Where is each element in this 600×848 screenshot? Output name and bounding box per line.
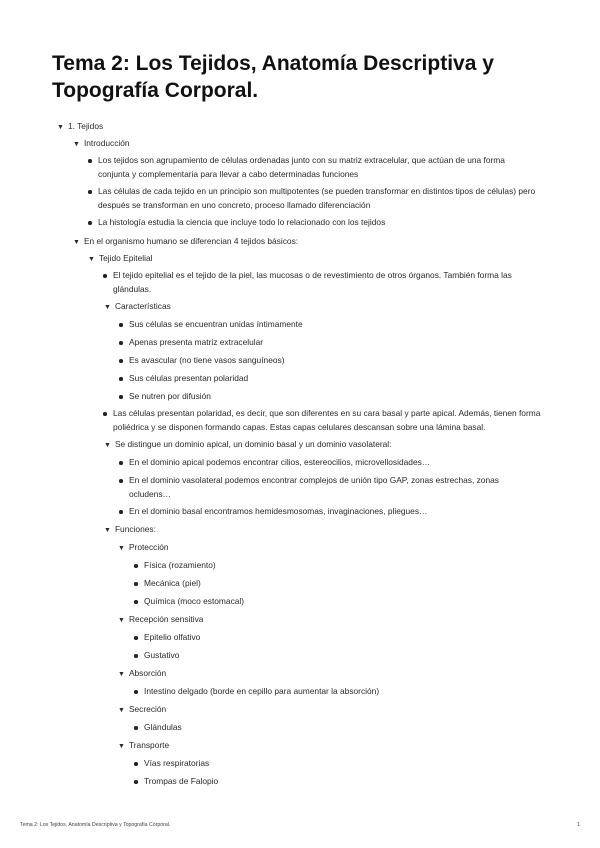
toggle-tejidos[interactable]: ▼ 1. Tejidos xyxy=(57,120,103,135)
list-item: En el dominio apical podemos encontrar cilios, estereocilios, microvellosidades… xyxy=(118,456,430,470)
toggle-proteccion[interactable]: ▼ Protección xyxy=(118,541,169,556)
toggle-absorcion[interactable]: ▼ Absorción xyxy=(118,667,166,682)
list-item: Apenas presenta matriz extracelular xyxy=(118,336,263,350)
page-number: 1 xyxy=(577,822,580,828)
list-item: Glándulas xyxy=(133,721,182,735)
page-footer xyxy=(20,822,580,828)
list-item: Los tejidos son agrupamiento de células ordenadas junto con su matriz extracelular, que actúan de una forma conjunta y complementaria para llevar a cabo determinadas funciones xyxy=(87,154,538,181)
list-item: En el dominio vasolateral podemos encontrar complejos de unión tipo GAP, zonas estrechas, zonas ocludens… xyxy=(118,474,529,501)
toggle-introduccion[interactable]: ▼ Introducción xyxy=(73,137,130,152)
toggle-funciones[interactable]: ▼ Funciones: xyxy=(104,523,156,538)
list-item: Se nutren por difusión xyxy=(118,390,211,404)
list-item: La histología estudia la ciencia que incluye todo lo relacionado con los tejidos xyxy=(87,216,538,230)
list-item: Las células de cada tejido en un principio son multipotentes (se pueden transformar en distintos tipos de células) pero después se transforman en uno concreto, proceso llamado diferenciación xyxy=(87,185,538,212)
toggle-tejido-epitelial[interactable]: ▼ Tejido Epitelial xyxy=(88,252,152,267)
list-item: El tejido epitelial es el tejido de la piel, las mucosas o de revestimiento de otros órganos. También forma las glándulas. xyxy=(102,269,541,296)
list-item: Es avascular (no tiene vasos sanguíneos) xyxy=(118,354,285,368)
list-item: Trompas de Falopio xyxy=(133,775,218,789)
toggle-secrecion[interactable]: ▼ Secreción xyxy=(118,703,166,718)
list-item: Vías respiratorias xyxy=(133,757,209,771)
list-item: En el dominio basal encontramos hemidesmosomas, invaginaciones, pliegues… xyxy=(118,505,427,519)
list-item: Mecánica (piel) xyxy=(133,577,201,591)
toggle-transporte[interactable]: ▼ Transporte xyxy=(118,739,169,754)
page-title: Tema 2: Los Tejidos, Anatomía Descriptiva y Topografía Corporal. xyxy=(52,52,494,102)
list-item: Física (rozamiento) xyxy=(133,559,216,573)
list-item: Gustativo xyxy=(133,649,179,663)
toggle-caracteristicas[interactable]: ▼ Características xyxy=(104,300,171,315)
list-item: Epitelio olfativo xyxy=(133,631,200,645)
list-item: Química (moco estomacal) xyxy=(133,595,244,609)
list-item: Sus células presentan polaridad xyxy=(118,372,248,386)
toggle-dominios[interactable]: ▼ Se distingue un dominio apical, un dominio basal y un dominio vasolateral: xyxy=(104,438,391,453)
list-item: Intestino delgado (borde en cepillo para aumentar la absorción) xyxy=(133,685,379,699)
list-item: Sus células se encuentran unidas íntimamente xyxy=(118,318,303,332)
toggle-tejidos-basicos[interactable]: ▼ En el organismo humano se diferencian 4 tejidos básicos: xyxy=(73,235,298,250)
list-item: Las células presentan polaridad, es decir, que son diferentes en su cara basal y parte apical. Además, tienen forma poliédrica y se disponen formando capas. Estas capas celulares descansan sobre una lámina basal. xyxy=(102,407,541,434)
toggle-recepcion-sensitiva[interactable]: ▼ Recepción sensitiva xyxy=(118,613,203,628)
footer-title: Tema 2: Los Tejidos, Anatomía Descriptiva y Topografía Corporal. xyxy=(20,822,171,828)
